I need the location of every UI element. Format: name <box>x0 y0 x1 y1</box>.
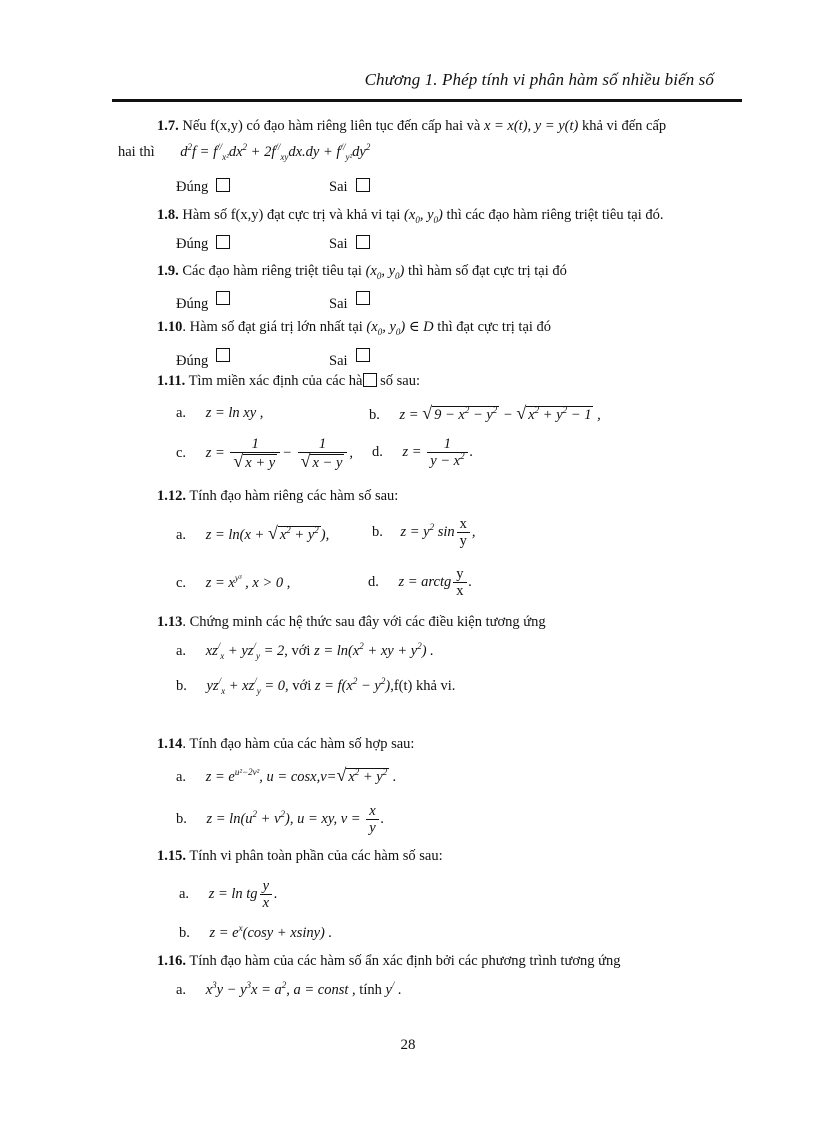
item-a <box>176 766 397 786</box>
answer-row <box>176 235 230 253</box>
item-b <box>369 404 601 424</box>
item-label: a. <box>176 769 187 785</box>
formula: y/ . <box>385 980 402 998</box>
item-label: a. <box>176 527 187 543</box>
formula: $z = e^{u^2-2v^2}$, u = cosx,v=√ $x^2 + y^2$ . <box>205 765 397 785</box>
false-label: Sai <box>329 236 348 252</box>
question-1-7-line2 <box>118 143 370 161</box>
question-number: 1.12. <box>157 488 186 504</box>
question-number: 1.9. <box>157 263 179 279</box>
chapter-header: Chương 1. Phép tính vi phân hàm số nhiều biến số <box>364 70 714 89</box>
question-text-cont: khả vi đến cấp <box>578 118 667 134</box>
item-c <box>176 574 290 592</box>
question-text: Tính vi phân toàn phần của các hàm số sau: <box>186 848 443 864</box>
formula: z = ln tg $\frac{y}{x}$ . <box>208 878 278 911</box>
true-label: Đúng <box>176 179 209 195</box>
answer-row <box>329 178 370 196</box>
question-number: 1.7. <box>157 118 179 134</box>
formula: $x^3y - y^3x = a^2$, a = const <box>205 980 349 998</box>
item-c <box>176 436 353 471</box>
question-number: 1.11. <box>157 373 186 389</box>
answer-row <box>329 348 370 370</box>
formula: z = arctg $\frac{y}{x}$ . <box>398 566 473 599</box>
item-label: b. <box>372 523 383 540</box>
question-1-15 <box>157 847 443 865</box>
item-a <box>176 981 402 999</box>
formula: $z = x^{y^3}$ , x > 0 , <box>205 573 291 591</box>
formula: $z = f(x^2 - y^2)$ <box>314 676 391 694</box>
item-d <box>372 436 473 469</box>
question-1-12 <box>157 487 398 505</box>
tinh-text: , tính <box>348 982 386 998</box>
stray-checkbox[interactable] <box>363 373 377 387</box>
item-b <box>176 677 455 695</box>
question-1-8 <box>157 206 664 224</box>
question-1-11 <box>157 372 420 390</box>
item-a <box>176 642 434 660</box>
true-label: Đúng <box>176 236 209 252</box>
question-number: 1.16. <box>157 953 186 969</box>
question-1-13 <box>157 613 546 631</box>
question-text-cont: số sau: <box>376 373 420 389</box>
item-label: a. <box>179 885 190 902</box>
true-label: Đúng <box>176 353 209 369</box>
formula: $yz^/_x + xz^/_y = 0$ <box>206 676 286 696</box>
item-label: d. <box>368 573 379 590</box>
true-checkbox[interactable] <box>216 178 230 192</box>
header-rule <box>112 99 742 102</box>
false-label: Sai <box>329 179 348 195</box>
formula: $xz^/_x + yz^/_y = 2$ <box>205 641 285 661</box>
question-text-cont: thì đạt cực trị tại đó <box>433 319 552 335</box>
question-text: Tìm miền xác định của các hà <box>185 373 363 389</box>
formula: $z = \ln(u^2 + v^2)$, u = xy, v = $\frac{x}{y}$ . <box>206 803 385 836</box>
question-text: . Tính đạo hàm của các hàm số hợp sau: <box>182 736 415 752</box>
question-1-16 <box>157 952 620 970</box>
item-label: b. <box>176 678 187 694</box>
question-text: Hàm số f(x,y) đạt cực trị và khả vi tại <box>178 207 405 223</box>
formula: $z = e^x(\cos y + xsiny)$ . <box>209 923 333 941</box>
true-label: Đúng <box>176 296 209 312</box>
formula: $z = y^2$ sin $\frac{x}{y}$ , <box>400 516 476 549</box>
formula: x = x(t), y = y(t) <box>483 118 579 134</box>
formula: ($x_0$, $y_0$) <box>365 263 405 281</box>
question-text: hai thì <box>118 144 155 160</box>
with-text: , với <box>284 643 315 659</box>
formula: ($x_0$, $y_0$) <box>404 207 443 225</box>
question-text-cont: thì các đạo hàm riêng triệt tiêu tại đó. <box>442 207 664 223</box>
false-checkbox[interactable] <box>356 348 370 362</box>
item-a <box>176 404 263 422</box>
with-text: , với <box>285 678 315 694</box>
item-label: b. <box>176 810 187 827</box>
question-1-7 <box>157 117 666 135</box>
false-label: Sai <box>329 296 348 312</box>
false-checkbox[interactable] <box>356 291 370 305</box>
question-text: Các đạo hàm riêng triệt tiêu tại <box>178 263 366 279</box>
formula: z = ln xy , <box>205 405 264 421</box>
item-label: d. <box>372 443 383 460</box>
item-label: b. <box>369 407 380 423</box>
false-label: Sai <box>329 353 348 369</box>
item-label: c. <box>176 575 187 591</box>
question-number: 1.14 <box>157 736 183 752</box>
item-b <box>372 516 476 549</box>
answer-row <box>176 348 230 370</box>
question-1-10 <box>157 318 551 336</box>
question-text: . Chứng minh các hệ thức sau đây với các điều kiện tương ứng <box>182 614 546 630</box>
question-text-cont: thì hàm số đạt cực trị tại đó <box>404 263 567 279</box>
question-text-cont: ,f(t) khả vi. <box>390 678 456 694</box>
false-checkbox[interactable] <box>356 235 370 249</box>
item-a <box>179 878 278 911</box>
false-checkbox[interactable] <box>356 178 370 192</box>
answer-row <box>329 235 370 253</box>
true-checkbox[interactable] <box>216 291 230 305</box>
question-number: 1.10 <box>157 319 183 335</box>
item-label: a. <box>176 982 187 998</box>
item-label: b. <box>179 925 190 941</box>
formula: z = $\frac{1}{√ x + y}$ − $\frac{1}{√ x - y}$ , <box>205 436 354 471</box>
item-d <box>368 566 472 599</box>
item-b <box>179 924 332 942</box>
question-number: 1.8. <box>157 207 179 223</box>
true-checkbox[interactable] <box>216 348 230 362</box>
answer-row <box>176 178 230 196</box>
question-number: 1.15. <box>157 848 186 864</box>
question-number: 1.13 <box>157 614 183 630</box>
item-label: a. <box>176 643 187 659</box>
formula: $z = \ln(x^2$ + xy + $y^2$) . <box>314 641 434 659</box>
item-a <box>176 524 329 544</box>
question-text: Tính đạo hàm riêng các hàm số sau: <box>186 488 399 504</box>
answer-row <box>176 291 230 313</box>
true-checkbox[interactable] <box>216 235 230 249</box>
formula: z = ln(x + √ $x^2 + y^2$ ), <box>205 523 330 543</box>
answer-row <box>329 291 370 313</box>
page-number: 28 <box>400 1037 416 1053</box>
question-text: . Hàm số đạt giá trị lớn nhất tại <box>182 319 367 335</box>
formula: ($x_0$, $y_0$) ∈ D <box>366 319 434 337</box>
formula: z = √ $9 - x^2 - y^2$ − √ $x^2 + y^2 - 1$ , <box>399 403 601 423</box>
item-label: c. <box>176 444 187 461</box>
item-b <box>176 803 384 836</box>
question-1-9 <box>157 262 567 280</box>
question-text: Tính đạo hàm của các hàm số ẩn xác định bởi các phương trình tương ứng <box>186 953 621 969</box>
question-1-14 <box>157 735 414 753</box>
question-text: Nếu f(x,y) có đạo hàm riêng liên tục đến cấp hai và <box>178 118 481 134</box>
item-label: a. <box>176 405 187 421</box>
formula: z = $\frac{1}{y - x^2}$ . <box>402 436 474 469</box>
formula: $d^2f = f^{//}_{x^2}dx^2 + 2f^{//}_{xy}dx.dy + f^{//}_{y^2}dy^2$ <box>180 142 371 162</box>
